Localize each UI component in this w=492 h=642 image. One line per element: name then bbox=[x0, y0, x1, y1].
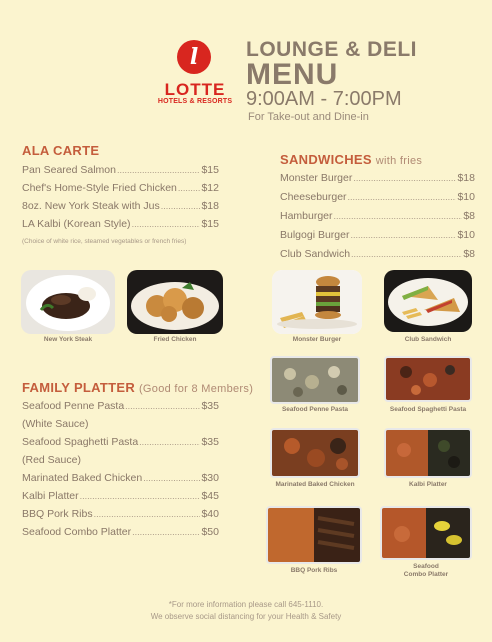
photo-monster-burger bbox=[272, 270, 362, 334]
menu-item-note: (Red Sauce) bbox=[22, 454, 81, 466]
caption-monster-burger: Monster Burger bbox=[292, 336, 342, 343]
lotte-logo-icon: l bbox=[177, 40, 211, 74]
menu-item: Seafood Penne Pasta ..... $35 bbox=[22, 400, 219, 418]
sandwiches-title: SANDWICHES with fries bbox=[280, 152, 423, 167]
tray-kalbi bbox=[384, 428, 472, 478]
monster-burger-image bbox=[272, 270, 362, 334]
penne-tray-image bbox=[272, 358, 358, 402]
menu-item: BBQ Pork Ribs ..... $40 bbox=[22, 508, 219, 526]
family-platter-title: FAMILY PLATTER (Good for 8 Members) bbox=[22, 380, 254, 395]
brand-subtitle: HOTELS & RESORTS bbox=[157, 98, 233, 105]
ala-carte-list bbox=[22, 164, 219, 236]
fried-chicken-image bbox=[127, 270, 223, 334]
menu-item: Marinated Baked Chicken ..... $30 bbox=[22, 472, 219, 490]
footer-notice: We observe social distancing for your Health & Safety bbox=[150, 612, 342, 621]
tray-seafood-combo bbox=[380, 506, 472, 560]
caption-fried-chicken: Fried Chicken bbox=[153, 336, 197, 343]
caption-seafood-combo: Seafood Combo Platter bbox=[403, 563, 449, 578]
header-hours: 9:00AM - 7:00PM bbox=[246, 88, 402, 110]
caption-seafood-spaghetti: Seafood Spaghetti Pasta bbox=[389, 406, 467, 413]
caption-new-york-steak: New York Steak bbox=[43, 336, 93, 343]
footer-contact: *For more information please call 645-1110. bbox=[168, 600, 324, 609]
photo-club-sandwich bbox=[384, 270, 472, 332]
menu-item: Cheeseburger ..... $10 bbox=[280, 191, 475, 210]
tray-seafood-penne bbox=[270, 356, 360, 404]
menu-item: Hamburger ..... $8 bbox=[280, 210, 475, 229]
photo-fried-chicken bbox=[127, 270, 223, 334]
ribs-tray-image bbox=[268, 508, 360, 562]
menu-item: Club Sandwich ..... $8 bbox=[280, 248, 475, 267]
photo-new-york-steak bbox=[21, 270, 115, 334]
caption-bbq-pork-ribs: BBQ Pork Ribs bbox=[290, 567, 338, 574]
menu-item: Seafood Combo Platter ..... $50 bbox=[22, 526, 219, 544]
caption-club-sandwich: Club Sandwich bbox=[404, 336, 452, 343]
caption-marinated-chicken: Marinated Baked Chicken bbox=[275, 481, 355, 488]
tray-bbq-pork-ribs bbox=[266, 506, 362, 564]
menu-item: LA Kalbi (Korean Style) ..... $15 bbox=[22, 218, 219, 236]
tray-seafood-spaghetti bbox=[384, 356, 472, 402]
menu-item-note: (White Sauce) bbox=[22, 418, 89, 430]
chicken-tray-image bbox=[272, 430, 358, 476]
spaghetti-tray-image bbox=[386, 358, 470, 400]
caption-kalbi: Kalbi Platter bbox=[409, 481, 447, 488]
menu-item: Kalbi Platter ..... $45 bbox=[22, 490, 219, 508]
ala-carte-title: ALA CARTE bbox=[22, 143, 100, 158]
menu-item: Monster Burger ..... $18 bbox=[280, 172, 475, 191]
family-platter-list bbox=[22, 400, 219, 544]
header-line1: LOUNGE & DELI bbox=[246, 38, 418, 61]
header-menu: MENU bbox=[246, 58, 339, 91]
tray-marinated-chicken bbox=[270, 428, 360, 478]
seafood-combo-tray-image bbox=[382, 508, 470, 558]
sandwiches-list bbox=[280, 172, 475, 267]
kalbi-tray-image bbox=[386, 430, 470, 476]
brand-name: LOTTE bbox=[164, 80, 226, 99]
ala-carte-note: (Choice of white rice, steamed vegetables or french fries) bbox=[22, 238, 187, 245]
club-sandwich-image bbox=[384, 270, 472, 332]
steak-plate-image bbox=[21, 270, 115, 334]
caption-seafood-penne: Seafood Penne Pasta bbox=[281, 406, 349, 413]
menu-item: 8oz. New York Steak with Jus ..... $18 bbox=[22, 200, 219, 218]
menu-item: Seafood Spaghetti Pasta ..... $35 bbox=[22, 436, 219, 454]
menu-item: Pan Seared Salmon ..... $15 bbox=[22, 164, 219, 182]
header-note: For Take-out and Dine-in bbox=[248, 111, 369, 123]
menu-item: Chef's Home-Style Fried Chicken ..... $12 bbox=[22, 182, 219, 200]
menu-item: Bulgogi Burger ..... $10 bbox=[280, 229, 475, 248]
